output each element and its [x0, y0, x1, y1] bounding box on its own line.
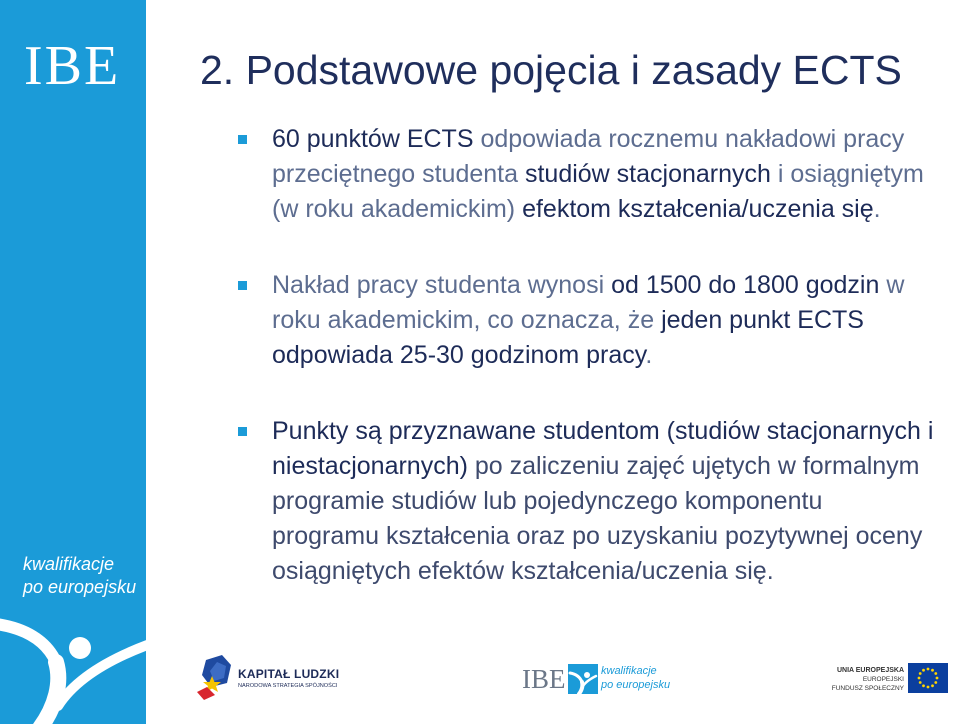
bullet-text-emphasis: efektom kształcenia/uczenia się: [522, 195, 874, 223]
bullet-text-emphasis: Punkty są przyznawane studentom (studiów stacjonarnych i: [272, 417, 934, 445]
person-swoosh-icon: [0, 610, 146, 724]
bullet-text-emphasis: 60 punktów ECTS: [272, 125, 474, 153]
slide-title: 2. Podstawowe pojęcia i zasady ECTS: [200, 47, 902, 93]
kapital-ludzki-subtitle: NARODOWA STRATEGIA SPÓJNOŚCI: [238, 683, 338, 689]
bullet-1-text: [272, 122, 924, 227]
bullet-3-text: [272, 414, 933, 589]
bullet-3-line-5: [272, 554, 933, 589]
bullet-text: przeciętnego studenta: [272, 160, 525, 188]
bullet-text: .: [645, 341, 653, 369]
bullet-3-line-3: [272, 484, 933, 519]
bullet-text: roku akademickim, co oznacza, że: [272, 306, 662, 334]
bullet-2-text: [272, 268, 904, 373]
eu-flag-icon: [908, 663, 948, 693]
square-bullet-icon: [238, 281, 247, 290]
bullet-1-line-2: [272, 157, 924, 192]
bullet-text: .: [873, 195, 881, 223]
kapital-ludzki-logo-icon: [196, 654, 232, 700]
bullet-2-line-3: [272, 338, 904, 373]
bullet-text: programu kształcenia oraz po uzyskaniu pozytywnej oceny: [272, 522, 923, 550]
sidebar-tagline-line-2: po europejsku: [23, 577, 137, 597]
bullet-text: osiągniętych efektów kształcenia/uczenia się.: [272, 557, 774, 585]
bullet-text-emphasis: od 1500 do 1800 godzin: [611, 271, 880, 299]
bullet-text: odpowiada rocznemu nakładowi pracy: [473, 125, 905, 153]
sidebar-tagline-line-1: kwalifikacje: [23, 554, 115, 574]
bullet-text-emphasis: studiów stacjonarnych: [524, 160, 771, 188]
bullet-text: po zaliczeniu zajęć ujętych w formalnym: [467, 452, 920, 480]
bullet-text-emphasis: jeden punkt ECTS: [661, 306, 864, 334]
square-bullet-icon: [238, 427, 247, 436]
bullet-1-line-1: [272, 122, 924, 157]
bullet-2-line-2: [272, 303, 904, 338]
bullet-text: Nakład pracy studenta wynosi: [272, 271, 612, 299]
eu-line-2: EUROPEJSKI: [862, 676, 904, 683]
bullet-text: programie studiów lub pojedynczego komponentu: [272, 487, 823, 515]
bullet-text-emphasis: niestacjonarnych): [272, 452, 468, 480]
bullet-2-line-1: [272, 268, 904, 303]
bullet-3-line-4: [272, 519, 933, 554]
bullet-text-emphasis: odpowiada 25-30 godzinom pracy: [272, 341, 646, 369]
footer-logos: [180, 648, 959, 712]
eu-line-3: FUNDUSZ SPOŁECZNY: [831, 685, 904, 692]
eu-fund-text: [820, 666, 904, 693]
bullet-1-line-3: [272, 192, 924, 227]
footer-ibe-tagline-line-1: kwalifikacje: [601, 665, 657, 677]
bullet-text: (w roku akademickim): [272, 195, 523, 223]
kapital-ludzki-title: KAPITAŁ LUDZKI: [238, 667, 340, 681]
sidebar-panel: [0, 0, 146, 724]
square-bullet-icon: [238, 135, 247, 144]
bullet-3-line-2: [272, 449, 933, 484]
bullet-text: w: [879, 271, 905, 299]
eu-line-1: UNIA EUROPEJSKA: [836, 667, 904, 674]
ibe-figure-icon: [568, 664, 598, 694]
bullet-text: i osiągniętym: [770, 160, 924, 188]
bullet-3-line-1: [272, 414, 933, 449]
ibe-logo: IBE: [24, 35, 121, 97]
footer-ibe-tagline-line-2: po europejsku: [601, 679, 671, 691]
footer-ibe-logo: IBE: [522, 664, 566, 694]
